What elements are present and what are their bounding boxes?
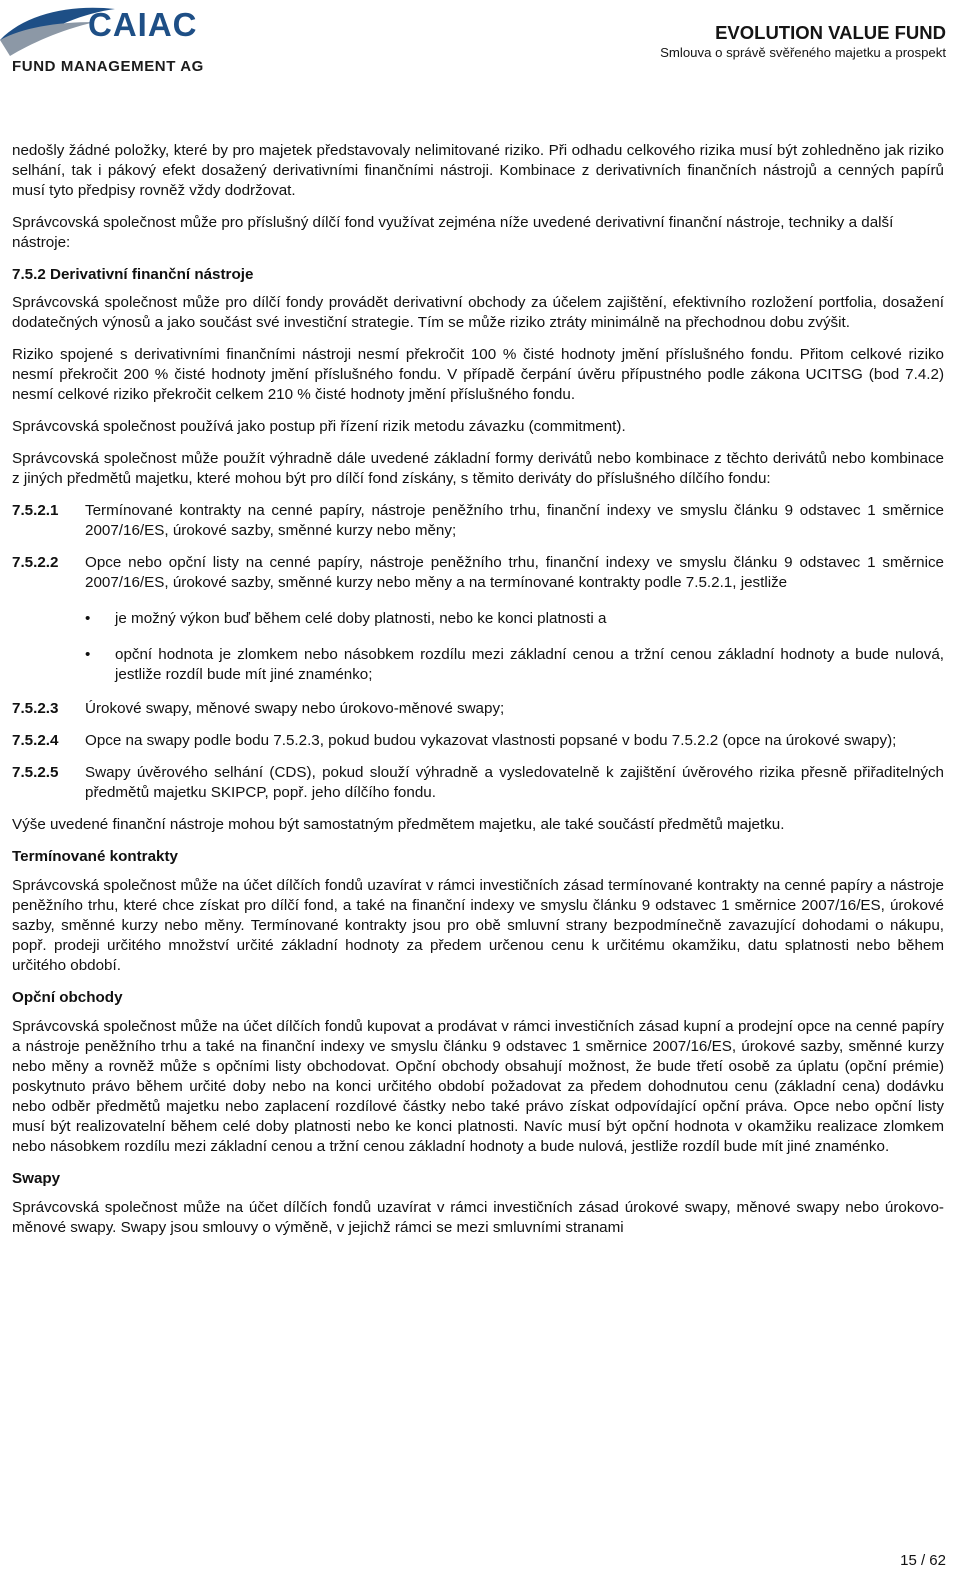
- item-number: 7.5.2.3: [12, 700, 59, 717]
- paragraph: Riziko spojené s derivativními finančními nástroji nesmí překročit 100 % čisté hodnoty jmění příslušného fondu. Přitom celkové riziko nesmí překročit 200 % čisté hodnoty jmění příslušného fondu. V případě čerpání úvěru přípustného podle zákona UCITSG (bod 7.4.2) nesmí celkové riziko překročit celkem 210 % čisté hodnoty jmění příslušného fondu.: [12, 346, 944, 403]
- item-text: Swapy úvěrového selhání (CDS), pokud slouží výhradně a vysledovatelně k zajištění úvěrového rizika přesně přiřaditelných předmětů majetku SKIPCP, popř. jeho dílčího fondu.: [85, 764, 944, 801]
- bullet-icon: •: [85, 646, 91, 663]
- numbered-item: [12, 763, 944, 803]
- bullet-text: opční hodnota je zlomkem nebo násobkem rozdílu mezi základní cenou a tržní cenou základní hodnoty a bude nulová, jestliže rozdíl bude mít jiné znaménko;: [115, 646, 944, 683]
- logo-wordmark: CAIAC: [88, 6, 198, 43]
- paragraph: Správcovská společnost může na účet dílčích fondů kupovat a prodávat v rámci investičních zásad kupní a prodejní opce na cenné papíry a nástroje peněžního trhu a také na finanční indexy ve smyslu článku 9 odstavec 1 směrnice 2007/16/ES, úrokové sazby, směnné kurzy nebo měny a rovněž může s opčními listy obchodovat. Opční obchody obsahují možnost, že bude třetí osobě za úplatu (opční prémie) poskytnuto právo během určité doby nebo na konci určitého období požadovat za předem dohodnutou cenu (základní cena) dodávku nebo odběr předmětů majetku nebo zaplacení rozdílové částky nebo také právo získat odpovídající opční práva. Opce nebo opční listy musí být realizovatelní během celé doby platnosti nebo ke konci platnosti. Navíc musí být opční hodnota v okamžiku realizace zlomkem nebo násobkem rozdílu mezi základní cenou a tržní cenou základní hodnoty a bude nulová, jestliže rozdíl bude mít jiné znaménko.: [12, 1018, 944, 1155]
- item-text: Opce nebo opční listy na cenné papíry, nástroje peněžního trhu, finanční indexy ve smyslu článku 9 odstavec 1 směrnice 2007/16/ES, úrokové sazby, směnné kurzy nebo měny a na termínované kontrakty podle 7.5.2.1, jestliže: [85, 554, 944, 591]
- item-text: Úrokové swapy, měnové swapy nebo úrokovo-měnové swapy;: [85, 700, 505, 717]
- paragraph: nedošly žádné položky, které by pro majetek představovaly nelimitované riziko. Při odhadu celkového rizika musí být zohledněno jak riziko selhání, tak i pákový efekt dosažený derivativními finančními nástroji. Kombinace z derivativních finančních nástrojů a cenných papírů musí tyto předpisy rovněž vždy dodržovat.: [12, 142, 944, 199]
- paragraph: Správcovská společnost může použít výhradně dále uvedené základní formy derivátů nebo kombinace z těchto derivátů nebo kombinace z jiných předmětů majetku, které mohou být pro dílčí fond získány, s těmito deriváty do příslušného dílčího fondu:: [12, 450, 944, 487]
- company-logo: [0, 0, 215, 80]
- document-body: [12, 141, 944, 1250]
- subsection-heading: Termínované kontrakty: [12, 848, 178, 865]
- numbered-item: [12, 501, 944, 541]
- logo-subtitle: FUND MANAGEMENT AG: [12, 58, 204, 75]
- page-header: [0, 0, 960, 90]
- section-heading: 7.5.2 Derivativní finanční nástroje: [12, 266, 254, 283]
- bullet-item: [85, 609, 944, 629]
- paragraph: Správcovská společnost může na účet dílčích fondů uzavírat v rámci investičních zásad úrokové swapy, měnové swapy nebo úrokovo-měnové swapy. Swapy jsou smlouvy o výměně, v jejichž rámci se mezi smluvními stranami: [12, 1199, 944, 1236]
- paragraph: Správcovská společnost používá jako postup při řízení rizik metodu závazku (commitment).: [12, 418, 626, 435]
- subsection-heading: Swapy: [12, 1170, 61, 1187]
- logo-swoosh-icon: [0, 0, 215, 60]
- item-text: Termínované kontrakty na cenné papíry, nástroje peněžního trhu, finanční indexy ve smyslu článku 9 odstavec 1 směrnice 2007/16/ES, úrokové sazby, směnné kurzy nebo měny;: [85, 502, 944, 539]
- numbered-item: [12, 553, 944, 593]
- item-number: 7.5.2.5: [12, 764, 59, 781]
- item-text: Opce na swapy podle bodu 7.5.2.3, pokud budou vykazovat vlastnosti popsané v bodu 7.5.2.2 (opce na úrokové swapy);: [85, 732, 897, 749]
- fund-title: EVOLUTION VALUE FUND: [715, 22, 946, 43]
- bullet-item: [85, 645, 944, 685]
- paragraph: Správcovská společnost může pro příslušný dílčí fond využívat zejména níže uvedené derivativní finanční nástroje, techniky a další nástroje:: [12, 214, 894, 251]
- item-number: 7.5.2.4: [12, 732, 59, 749]
- paragraph: Správcovská společnost může pro dílčí fondy provádět derivativní obchody za účelem zajištění, efektivního rozložení portfolia, dosažení dodatečných výnosů a jako součást své investiční strategie. Tím se může riziko ztráty minimálně na přechodnou dobu zvýšit.: [12, 294, 944, 331]
- numbered-item: [12, 699, 944, 719]
- item-number: 7.5.2.2: [12, 554, 59, 571]
- subsection-heading: Opční obchody: [12, 989, 123, 1006]
- numbered-item: [12, 731, 944, 751]
- bullet-icon: •: [85, 610, 91, 627]
- paragraph: Správcovská společnost může na účet dílčích fondů uzavírat v rámci investičních zásad termínované kontrakty na cenné papíry a nástroje peněžního trhu, které chce získat pro dílčí fond, a také na finanční indexy ve smyslu článku 9 odstavec 1 směrnice 2007/16/ES, úrokové sazby, směnné kurzy nebo měny. Termínované kontrakty jsou pro obě smluvní strany bezpodmínečně zavazující dohodami o nákupu, popř. prodeji určitého množství určité základní hodnoty za předem určenou cenu k určitému okamžiku, datu splatnosti nebo během určitého období.: [12, 877, 944, 974]
- item-number: 7.5.2.1: [12, 502, 59, 519]
- paragraph: Výše uvedené finanční nástroje mohou být samostatným předmětem majetku, ale také součástí předmětů majetku.: [12, 816, 785, 833]
- bullet-text: je možný výkon buď během celé doby platnosti, nebo ke konci platnosti a: [115, 610, 607, 627]
- fund-subtitle: Smlouva o správě svěřeného majetku a prospekt: [660, 45, 946, 60]
- page-number: 15 / 62: [900, 1552, 946, 1569]
